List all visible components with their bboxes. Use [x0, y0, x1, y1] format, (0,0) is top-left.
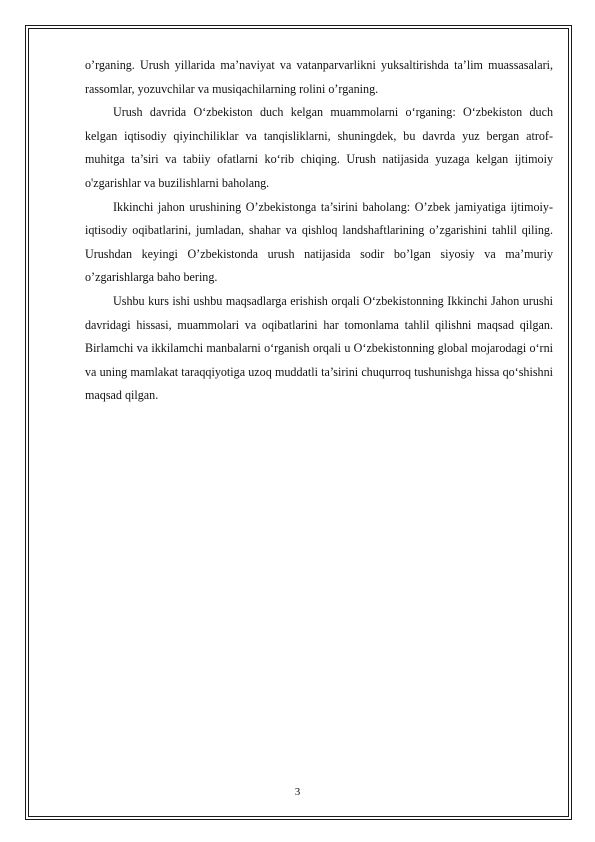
paragraph-4: Ushbu kurs ishi ushbu maqsadlarga erishish orqali O‘zbekistonning Ikkinchi Jahon urushi davridagi hissasi, muammolari va oqibatlarini har tomonlama tahlil qilishni maqsad qilgan. Birlamchi va ikkilamchi manbalarni o‘rganish orqali u O‘zbekistonning global mojarodagi o‘rni va uning mamlakat taraqqiyotiga uzoq muddatli ta’sirini chuqurroq tushunishga hissa qo‘shishni maqsad qilgan. — [85, 293, 553, 403]
paragraph-3: Ikkinchi jahon urushining O’zbekistonga ta’sirini baholang: O’zbek jamiyatiga ijtimoiy-iqtisodiy oqibatlarini, jumladan, shahar va qishloq landshaftlarining o’zgarishini tahlil qiling. Urushdan keyingi O’zbekistonda urush natijasida sodir bo’lgan siyosiy va ma’muriy o’zgarishlarga baho bering. — [85, 199, 553, 285]
paragraph-1: o’rganing. Urush yillarida ma’naviyat va vatanparvarlikni yuksaltirishda ta’lim muassasalari, rassomlar, yozuvchilar va musiqachilarning rolini o’rganing. — [85, 58, 553, 96]
paragraph-2: Urush davrida O‘zbekiston duch kelgan muammolarni o‘rganing: O‘zbekiston duch kelgan iqtisodiy qiyinchiliklar va tanqisliklarni, shuningdek, bu davrda yuz bergan atrof-muhitga ta’siri va tabiiy ofatlarni ko‘rib chiqing. Urush natijasida yuzaga kelgan ijtimoiy o'zgarishlar va buzilishlarni baholang. — [85, 105, 553, 190]
page-number: 3 — [294, 786, 301, 798]
document-body — [85, 54, 553, 408]
